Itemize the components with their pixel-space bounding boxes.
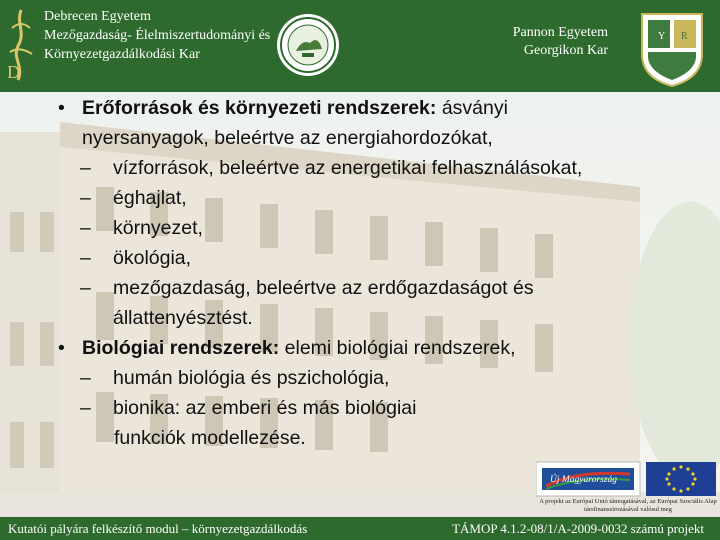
sub-item — [58, 183, 708, 213]
sub-item — [58, 363, 708, 393]
header-left-line: Debrecen Egyetem — [44, 9, 151, 24]
header-band — [0, 0, 720, 92]
sub-item-continuation — [58, 303, 708, 333]
sub-item-text: ökológia, — [113, 247, 192, 269]
bullet-item — [58, 333, 708, 363]
debrecen-university-logo — [4, 6, 38, 84]
header-right-line: Georgikon Kar — [523, 43, 608, 58]
dash-marker: – — [80, 277, 91, 299]
debrecen-faculty-name — [44, 7, 270, 64]
sub-item — [58, 393, 708, 423]
bullet-item — [58, 93, 708, 123]
dash-marker: – — [80, 247, 91, 269]
sub-item — [58, 273, 708, 303]
footer-band — [0, 517, 720, 540]
footer-project-id: TÁMOP 4.1.2-08/1/A-2009-0032 számú projekt — [452, 521, 704, 536]
sub-item-text: bionika: az emberi és más biológiai — [113, 397, 417, 419]
bullet-continuation — [58, 123, 708, 153]
sub-item — [58, 243, 708, 273]
pannon-faculty-name — [513, 24, 608, 60]
pannon-crest-logo — [634, 8, 710, 88]
uj-magyarorszag-logo-text: Új Magyarország — [550, 475, 617, 485]
bullet-term: Biológiai rendszerek: — [82, 337, 280, 359]
bullet-term: Erőforrások és környezeti rendszerek: — [82, 97, 437, 119]
svg-text:Y: Y — [658, 31, 666, 42]
dash-marker: – — [80, 217, 91, 239]
bullet-text: elemi biológiai rendszerek, — [279, 337, 516, 359]
sub-item-text: állattenyésztést. — [113, 307, 253, 329]
dash-marker: – — [80, 187, 91, 209]
footer-module-title: Kutatói pályára felkészítő modul – környezetgazdálkodás — [8, 521, 308, 536]
sub-item — [58, 213, 708, 243]
svg-text:R: R — [681, 31, 688, 42]
bullet-marker: • — [58, 337, 65, 359]
dash-marker: – — [80, 367, 91, 389]
bullet-marker: • — [58, 97, 65, 119]
eu-funding-caption: A projekt az Európai Unió támogatásával, az Európai Szociális Alap társfinanszírozásával valósul meg — [539, 498, 717, 513]
header-left-line: Mezőgazdaság- Élelmiszertudományi és — [44, 28, 271, 43]
svg-text:D: D — [7, 62, 20, 82]
header-right-line: Pannon Egyetem — [512, 25, 608, 40]
sub-item-text: környezet, — [113, 217, 203, 239]
slide-body — [58, 93, 708, 453]
bullet-text: ásványi — [436, 97, 508, 119]
sub-item-continuation — [58, 423, 708, 453]
dash-marker: – — [80, 397, 91, 419]
sub-item-text: humán biológia és pszichológia, — [113, 367, 390, 389]
sub-item-text: funkciók modellezése. — [114, 427, 306, 449]
header-left-line: Környezetgazdálkodási Kar — [44, 47, 200, 62]
sub-item-text: éghajlat, — [113, 187, 187, 209]
sub-item — [58, 153, 708, 183]
bullet-text: nyersanyagok, beleértve az energiahordozókat, — [82, 127, 493, 149]
faculty-seal-logo — [276, 13, 340, 77]
dash-marker: – — [80, 157, 91, 179]
sub-item-text: vízforrások, beleértve az energetikai felhasználásokat, — [113, 157, 583, 179]
sub-item-text: mezőgazdaság, beleértve az erdőgazdaságot és — [113, 277, 534, 299]
